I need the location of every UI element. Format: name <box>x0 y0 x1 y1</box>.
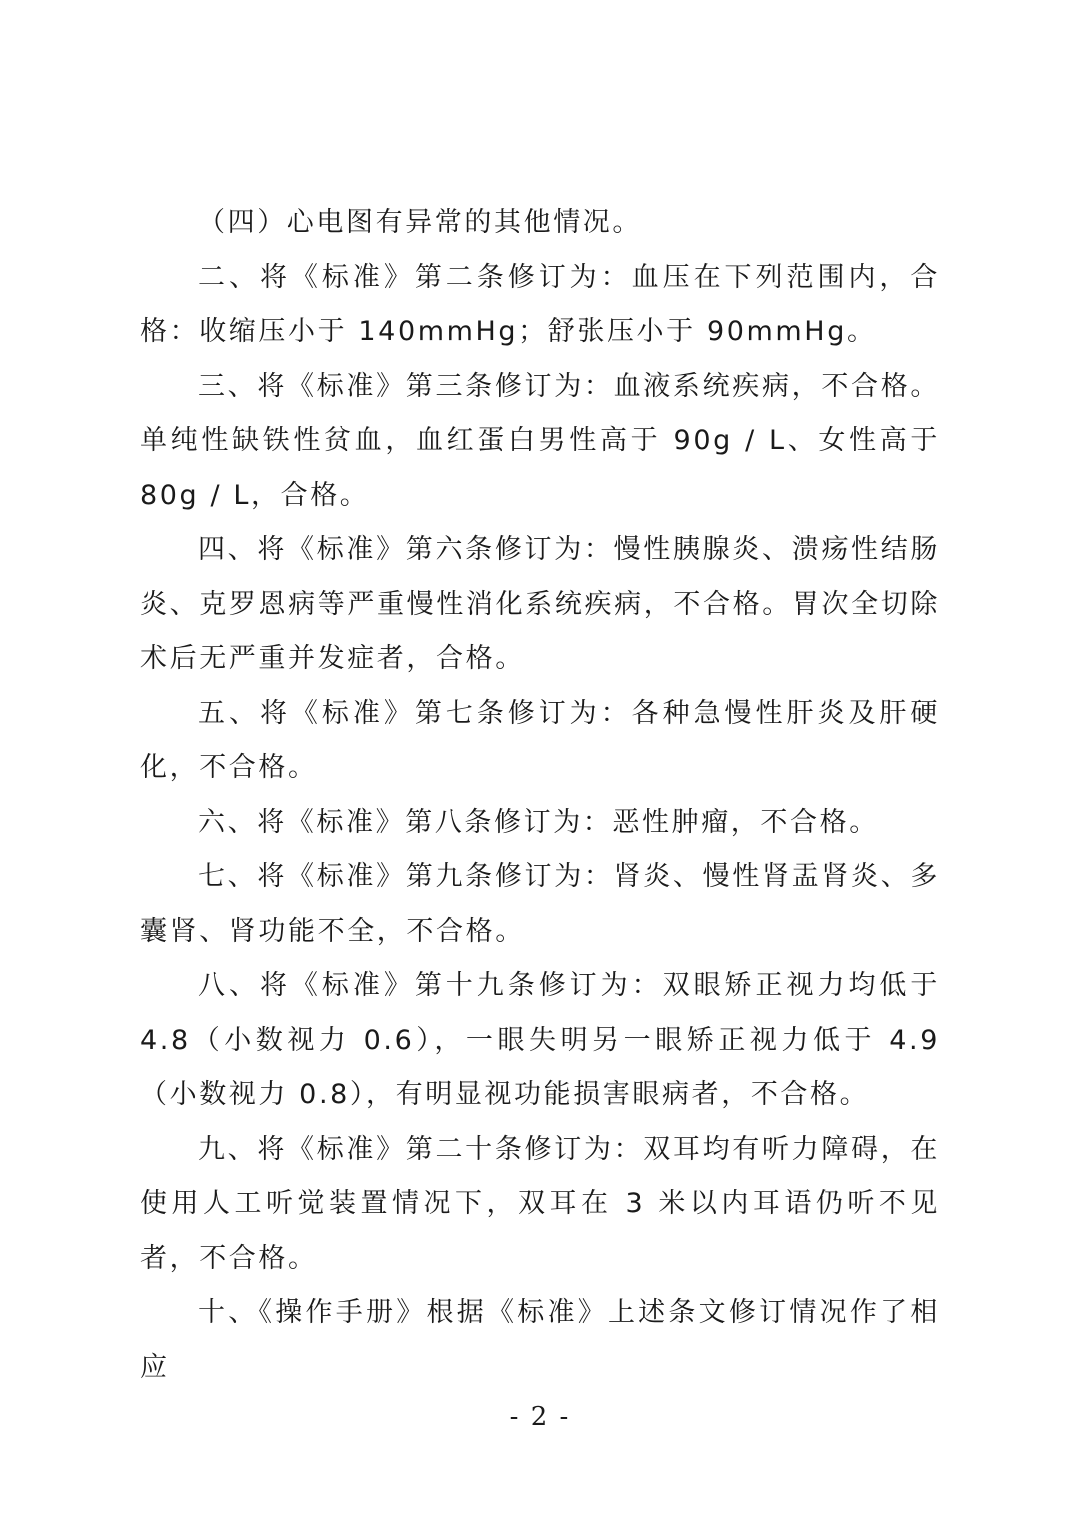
paragraph-article-9-kidney: 七、将《标准》第九条修订为：肾炎、慢性肾盂肾炎、多囊肾、肾功能不全，不合格。 <box>140 861 940 947</box>
paragraph-article-7-hepatitis: 五、将《标准》第七条修订为：各种急慢性肝炎及肝硬化，不合格。 <box>140 697 940 783</box>
paragraph-article-20-hearing: 九、将《标准》第二十条修订为：双耳均有听力障碍，在使用人工听觉装置情况下，双耳在 3 米以内耳语仍听不见者，不合格。 <box>140 1133 940 1274</box>
paragraph-manual-revision: 十、《操作手册》根据《标准》上述条文修订情况作了相应 <box>140 1297 940 1383</box>
paragraph-article-2-blood-pressure: 二、将《标准》第二条修订为：血压在下列范围内，合格：收缩压小于 140mmHg；舒张压小于 90mmHg。 <box>140 261 940 347</box>
paragraph-article-19-vision: 八、将《标准》第十九条修订为：双眼矫正视力均低于 4.8（小数视力 0.6），一眼失明另一眼矫正视力低于 4.9（小数视力 0.8），有明显视功能损害眼病者，不合格。 <box>140 970 940 1110</box>
page-number: - 2 - <box>509 1402 571 1432</box>
document-body <box>140 196 940 1395</box>
paragraph-ecg-other: （四）心电图有异常的其他情况。 <box>198 207 642 238</box>
paragraph-article-8-tumor: 六、将《标准》第八条修订为：恶性肿瘤，不合格。 <box>198 806 879 838</box>
paragraph-article-3-blood-disease: 三、将《标准》第三条修订为：血液系统疾病，不合格。单纯性缺铁性贫血，血红蛋白男性高于 90g / L、女性高于 80g / L，合格。 <box>140 370 940 511</box>
paragraph-article-6-digestive: 四、将《标准》第六条修订为：慢性胰腺炎、溃疡性结肠炎、克罗恩病等严重慢性消化系统疾病，不合格。胃次全切除术后无严重并发症者，合格。 <box>140 534 940 674</box>
